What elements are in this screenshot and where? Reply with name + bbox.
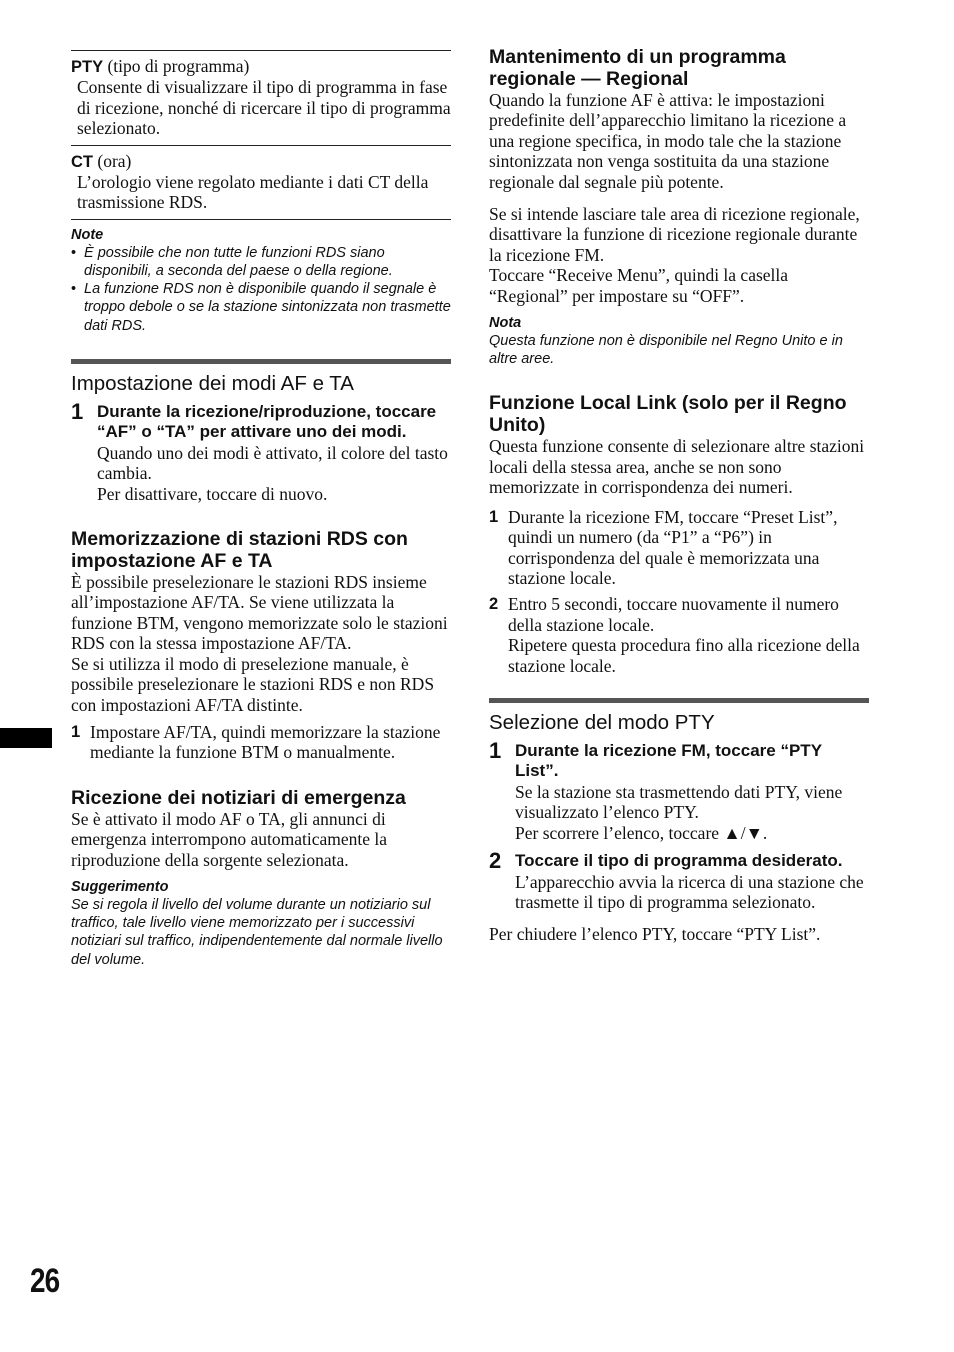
ct-definition bbox=[71, 145, 451, 219]
step-text: Ripetere questa procedura fino alla ricezione della stazione locale. bbox=[508, 635, 860, 676]
pty-mode-step-2 bbox=[489, 848, 869, 913]
ct-term-note: (ora) bbox=[97, 150, 132, 171]
step-text: Impostare AF/TA, quindi memorizzare la stazione mediante la funzione BTM o manualmente. bbox=[90, 721, 441, 763]
memorize-heading: Memorizzazione di stazioni RDS con impostazione AF e TA bbox=[71, 528, 408, 573]
emergency-body: Se è attivato il modo AF o TA, gli annunci di emergenza interrompono automaticamente la riproduzione della sorgente selezionata. bbox=[71, 808, 387, 870]
step-instruction: Durante la ricezione/riproduzione, toccare “AF” o “TA” per attivare uno dei modi. bbox=[97, 401, 437, 442]
memorize-paragraph: È possibile preselezionare le stazioni RDS insieme all’impostazione AF/TA. Se viene utilizzata la funzione BTM, vengono memorizzate solo le stazioni RDS con la stessa impostazione AF/TA. bbox=[71, 572, 448, 654]
regional-paragraph: Toccare “Receive Menu”, quindi la casella “Regional” per impostare su “OFF”. bbox=[489, 265, 789, 306]
local-link-step-2 bbox=[489, 594, 869, 676]
step-text: Entro 5 secondi, toccare nuovamente il numero della stazione locale. bbox=[508, 594, 839, 635]
local-link-heading: Funzione Local Link (solo per il Regno Unito) bbox=[489, 392, 847, 437]
step-body: Quando uno dei modi è attivato, il colore del tasto cambia. bbox=[97, 442, 448, 484]
regional-note-heading: Nota bbox=[489, 315, 522, 332]
right-column bbox=[489, 46, 869, 945]
ct-description: L’orologio viene regolato mediante i dati CT della trasmissione RDS. bbox=[77, 172, 429, 213]
local-link-step-1 bbox=[489, 507, 869, 589]
step-body: Se la stazione sta trasmettendo dati PTY, viene visualizzato l’elenco PTY. bbox=[515, 781, 843, 823]
emergency-heading: Ricezione dei notiziari di emergenza bbox=[71, 786, 406, 809]
step-number: 1 bbox=[71, 722, 81, 741]
regional-paragraph: Se si intende lasciare tale area di ricezione regionale, disattivare la funzione di ricezione regionale durante la ricezione FM. bbox=[489, 204, 860, 265]
step-text: Durante la ricezione FM, toccare “Preset List”, quindi un numero (da “P1” a “P6”) in corrispondenza del quale è memorizzata una stazione locale. bbox=[508, 506, 838, 588]
regional-heading: Mantenimento di un programma regionale — Regional bbox=[489, 46, 786, 90]
pty-definition bbox=[71, 50, 451, 145]
step-instruction: Durante la ricezione FM, toccare “PTY List”. bbox=[515, 740, 822, 781]
step-body: L’apparecchio avvia la ricerca di una stazione che trasmette il tipo di programma selezionato. bbox=[515, 871, 864, 913]
step-number: 1 bbox=[71, 398, 84, 424]
pty-term-note: (tipo di programma) bbox=[107, 56, 250, 76]
af-ta-step-1 bbox=[71, 398, 451, 504]
note-item bbox=[71, 244, 451, 280]
note-item bbox=[71, 280, 451, 335]
section-tab-marker bbox=[0, 728, 52, 748]
pty-mode-step-1 bbox=[489, 737, 869, 843]
regional-paragraph: Quando la funzione AF è attiva: le impostazioni predefinite dell’apparecchio limitano la ricezione a una regione specifica, in modo tale che la stazione sintonizzata non venga sostituita da una stazione regionale dal segnale più potente. bbox=[489, 90, 847, 192]
left-column bbox=[71, 50, 451, 969]
bullet-icon: • bbox=[71, 244, 77, 261]
pty-mode-section-title: Selezione del modo PTY bbox=[489, 698, 869, 735]
step-number: 1 bbox=[489, 507, 499, 526]
step-number: 2 bbox=[489, 848, 502, 874]
step-body: Per scorrere l’elenco, toccare ▲/▼. bbox=[515, 822, 768, 843]
rds-notes bbox=[71, 219, 451, 335]
step-instruction: Toccare il tipo di programma desiderato. bbox=[515, 851, 843, 871]
notes-heading: Note bbox=[71, 226, 104, 243]
pty-description: Consente di visualizzare il tipo di programma in fase di ricezione, nonché di ricercare il tipo di programma selezionato. bbox=[77, 77, 451, 139]
step-number: 1 bbox=[489, 737, 502, 763]
regional-note-text: Questa funzione non è disponibile nel Regno Unito e in altre aree. bbox=[489, 333, 843, 368]
memorize-paragraph: Se si utilizza il modo di preselezione manuale, è possibile preselezionare le stazioni RDS e non RDS con impostazioni AF/TA distinte. bbox=[71, 653, 435, 715]
pty-mode-closing: Per chiudere l’elenco PTY, toccare “PTY List”. bbox=[489, 924, 821, 945]
ct-term: CT bbox=[71, 152, 93, 171]
af-ta-section-title: Impostazione dei modi AF e TA bbox=[71, 359, 451, 396]
note-item-text: La funzione RDS non è disponibile quando il segnale è troppo debole o se la stazione sintonizzata non trasmette dati RDS. bbox=[84, 281, 451, 334]
page-number: 26 bbox=[30, 1262, 60, 1300]
step-body: Per disattivare, toccare di nuovo. bbox=[97, 483, 328, 504]
local-link-body: Questa funzione consente di selezionare altre stazioni locali della stessa area, anche se non sono memorizzate in corrispondenza dei numeri. bbox=[489, 436, 865, 498]
note-item-text: È possibile che non tutte le funzioni RDS siano disponibili, a seconda del paese o della regione. bbox=[84, 244, 393, 280]
tip-heading: Suggerimento bbox=[71, 878, 169, 895]
pty-term: PTY bbox=[71, 58, 104, 76]
step-number: 2 bbox=[489, 595, 499, 614]
memorize-step-1 bbox=[71, 722, 451, 763]
tip-text: Se si regola il livello del volume durante un notiziario sul traffico, tale livello viene memorizzato per i successivi notiziari sul traffico, indipendentemente dal normale livello del volume. bbox=[71, 896, 443, 968]
bullet-icon: • bbox=[71, 281, 77, 298]
